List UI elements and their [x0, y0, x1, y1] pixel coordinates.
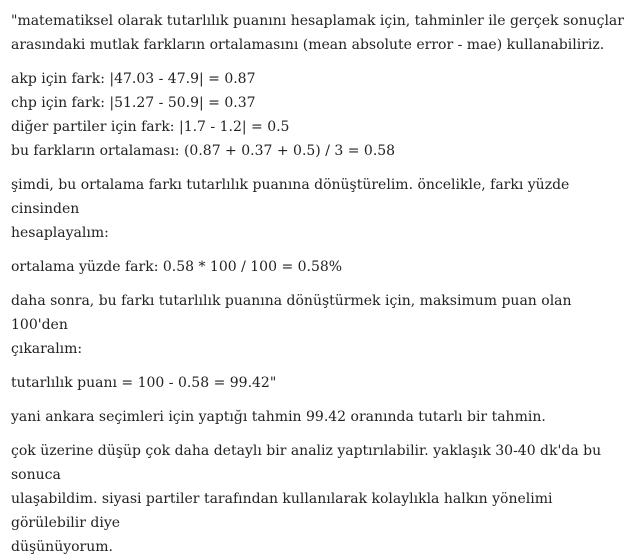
- paragraph-gap: [11, 163, 629, 173]
- text-line: akp için fark: |47.03 - 47.9| = 0.87: [11, 71, 256, 87]
- conversion-paragraph: [11, 173, 629, 245]
- text-line: arasındaki mutlak farkların ortalamasını (mean absolute error - mae) kullanabiliriz.: [11, 37, 605, 53]
- paragraph-gap: [11, 245, 629, 255]
- closing-paragraph: [11, 439, 629, 559]
- summary-paragraph: [11, 405, 629, 429]
- text-line: çıkaralım:: [11, 341, 83, 357]
- paragraph-gap: [11, 57, 629, 67]
- calculation-paragraph: [11, 67, 629, 163]
- text-line: yani ankara seçimleri için yaptığı tahmin 99.42 oranında tutarlı bir tahmin.: [11, 409, 546, 425]
- subtract-paragraph: [11, 289, 629, 361]
- text-line: chp için fark: |51.27 - 50.9| = 0.37: [11, 95, 256, 111]
- percent-paragraph: [11, 255, 629, 279]
- text-line: bu farkların ortalaması: (0.87 + 0.37 + 0.5) / 3 = 0.58: [11, 143, 396, 159]
- text-line: çok üzerine düşüp çok daha detaylı bir analiz yaptırılabilir. yaklaşık 30-40 dk'da bu sonuca: [11, 443, 602, 483]
- paragraph-gap: [11, 395, 629, 405]
- text-line: şimdi, bu ortalama farkı tutarlılık puanına dönüştürelim. öncelikle, farkı yüzde cinsinden: [11, 177, 570, 217]
- paragraph-gap: [11, 429, 629, 439]
- paragraph-gap: [11, 361, 629, 371]
- text-line: daha sonra, bu farkı tutarlılık puanına dönüştürmek için, maksimum puan olan 100'den: [11, 293, 572, 333]
- intro-paragraph: [11, 9, 629, 57]
- text-line: ulaşabildim. siyasi partiler tarafından kullanılarak kolaylıkla halkın yönelimi görülebilir diye: [11, 491, 553, 531]
- text-line: diğer partiler için fark: |1.7 - 1.2| = 0.5: [11, 119, 290, 135]
- text-line: tutarlılık puanı = 100 - 0.58 = 99.42": [11, 375, 277, 391]
- text-line: hesaplayalım:: [11, 225, 109, 241]
- text-line: "matematiksel olarak tutarlılık puanını hesaplamak için, tahminler ile gerçek sonuçlar: [11, 13, 624, 29]
- text-line: ortalama yüzde fark: 0.58 * 100 / 100 = 0.58%: [11, 259, 343, 275]
- text-line: düşünüyorum.: [11, 539, 113, 555]
- paragraph-gap: [11, 279, 629, 289]
- score-paragraph: [11, 371, 629, 395]
